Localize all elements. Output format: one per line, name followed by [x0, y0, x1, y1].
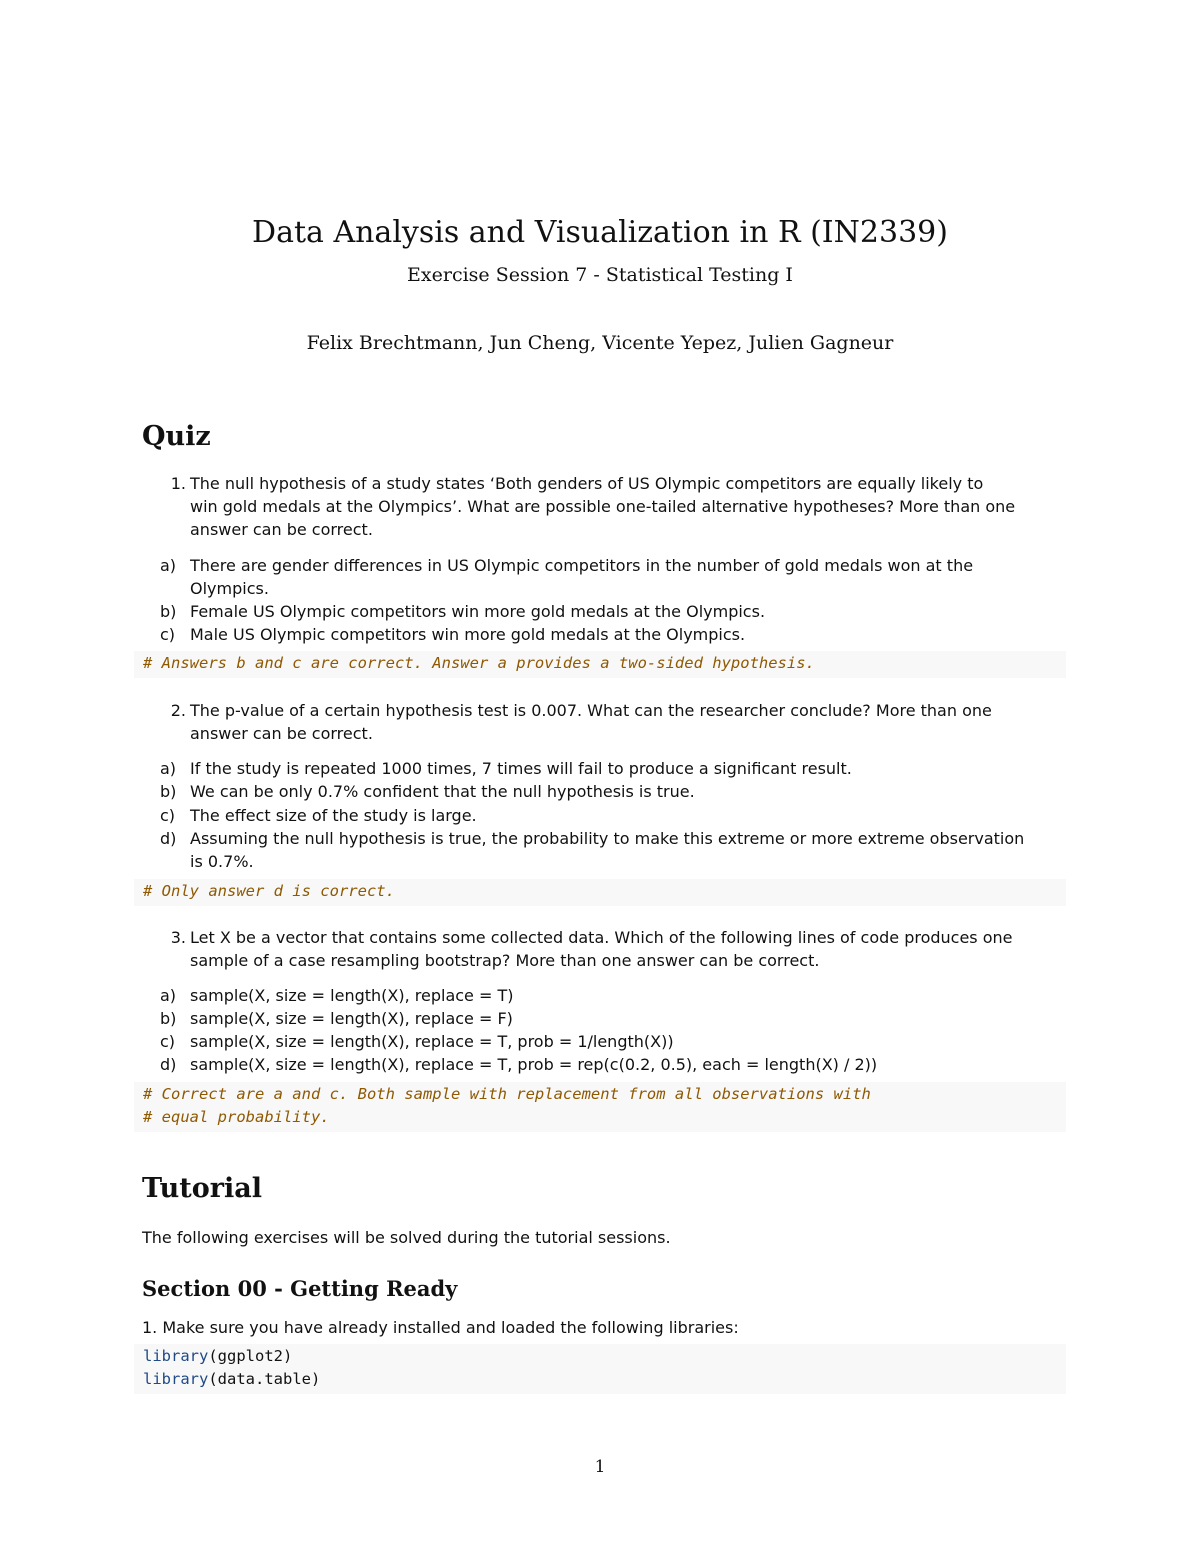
quiz-3-option-b — [160, 1007, 1060, 1030]
option-text: sample(X, size = length(X), replace = T) — [190, 986, 514, 1005]
option-label: a) — [160, 556, 177, 575]
question-line: The null hypothesis of a study states ‘Both genders of US Olympic competitors are equally likely to — [190, 474, 984, 493]
quiz-2-option-d — [160, 827, 1060, 873]
option-text: Female US Olympic competitors win more gold medals at the Olympics. — [190, 602, 766, 621]
quiz-1-option-b — [160, 600, 1060, 623]
document-title: Data Analysis and Visualization in R (IN2339) — [252, 215, 948, 250]
code-comment-line: # equal probability. — [143, 1108, 330, 1126]
question-number: 1. — [170, 474, 186, 493]
quiz-question-3 — [160, 926, 1060, 972]
quiz-2-option-c — [160, 804, 1060, 827]
quiz-1-answer-code — [134, 651, 1066, 678]
option-text: sample(X, size = length(X), replace = F) — [190, 1009, 513, 1028]
option-label: c) — [160, 1032, 176, 1051]
document-subtitle: Exercise Session 7 - Statistical Testing I — [407, 264, 793, 286]
option-label: b) — [160, 602, 177, 621]
option-label: b) — [160, 782, 177, 801]
option-label: b) — [160, 1009, 177, 1028]
question-line: Let X be a vector that contains some collected data. Which of the following lines of code produces one — [190, 928, 1013, 947]
page-number: 1 — [594, 1457, 606, 1477]
option-text: We can be only 0.7% confident that the null hypothesis is true. — [190, 782, 695, 801]
option-label: c) — [160, 625, 176, 644]
code-comment-line: # Answers b and c are correct. Answer a provides a two-sided hypothesis. — [143, 654, 815, 672]
code-argument: (data.table) — [208, 1370, 321, 1388]
tutorial-heading: Tutorial — [142, 1173, 262, 1204]
section-00-step-1: 1. Make sure you have already installed and loaded the following libraries: — [142, 1318, 739, 1337]
code-function: library — [143, 1347, 209, 1365]
tutorial-intro: The following exercises will be solved during the tutorial sessions. — [142, 1228, 671, 1247]
option-text: is 0.7%. — [190, 852, 254, 871]
option-label: c) — [160, 806, 176, 825]
option-text: If the study is repeated 1000 times, 7 times will fail to produce a significant result. — [190, 759, 852, 778]
code-argument: (ggplot2) — [208, 1347, 293, 1365]
quiz-3-option-d — [160, 1053, 1060, 1076]
quiz-2-option-b — [160, 780, 1060, 803]
option-label: a) — [160, 759, 177, 778]
option-text: Male US Olympic competitors win more gold medals at the Olympics. — [190, 625, 746, 644]
option-text: There are gender differences in US Olympic competitors in the number of gold medals won at the — [190, 556, 974, 575]
question-number: 3. — [170, 928, 186, 947]
quiz-1-option-a — [160, 554, 1060, 600]
option-label: d) — [160, 1055, 177, 1074]
question-line: answer can be correct. — [190, 724, 373, 743]
option-text: The effect size of the study is large. — [190, 806, 477, 825]
code-function: library — [143, 1370, 209, 1388]
option-text: sample(X, size = length(X), replace = T, prob = 1/length(X)) — [190, 1032, 674, 1051]
section-00-heading: Section 00 - Getting Ready — [142, 1276, 458, 1301]
code-comment-line: # Correct are a and c. Both sample with replacement from all observations with — [143, 1085, 871, 1103]
question-line: sample of a case resampling bootstrap? More than one answer can be correct. — [190, 951, 820, 970]
code-line — [134, 1345, 1066, 1368]
option-text: Assuming the null hypothesis is true, the probability to make this extreme or more extreme observation — [190, 829, 1025, 848]
quiz-question-1 — [160, 472, 1060, 541]
question-number: 2. — [170, 701, 186, 720]
question-line: The p-value of a certain hypothesis test is 0.007. What can the researcher conclude? More than one — [190, 701, 992, 720]
quiz-question-2 — [160, 699, 1060, 745]
quiz-1-option-c — [160, 623, 1060, 646]
option-text: Olympics. — [190, 579, 269, 598]
quiz-3-answer-code — [134, 1082, 1066, 1132]
question-line: win gold medals at the Olympics’. What are possible one-tailed alternative hypotheses? More than one — [190, 497, 1016, 516]
quiz-2-answer-code — [134, 879, 1066, 906]
quiz-2-option-a — [160, 757, 1060, 780]
code-comment-line: # Only answer d is correct. — [143, 882, 395, 900]
option-label: a) — [160, 986, 177, 1005]
quiz-heading: Quiz — [142, 421, 211, 452]
library-code-block — [134, 1344, 1066, 1394]
option-label: d) — [160, 829, 177, 848]
code-line — [134, 1368, 1066, 1391]
question-line: answer can be correct. — [190, 520, 373, 539]
document-authors: Felix Brechtmann, Jun Cheng, Vicente Yepez, Julien Gagneur — [306, 332, 894, 354]
quiz-3-option-a — [160, 984, 1060, 1007]
quiz-3-option-c — [160, 1030, 1060, 1053]
option-text: sample(X, size = length(X), replace = T, prob = rep(c(0.2, 0.5), each = length(X) / 2)) — [190, 1055, 878, 1074]
